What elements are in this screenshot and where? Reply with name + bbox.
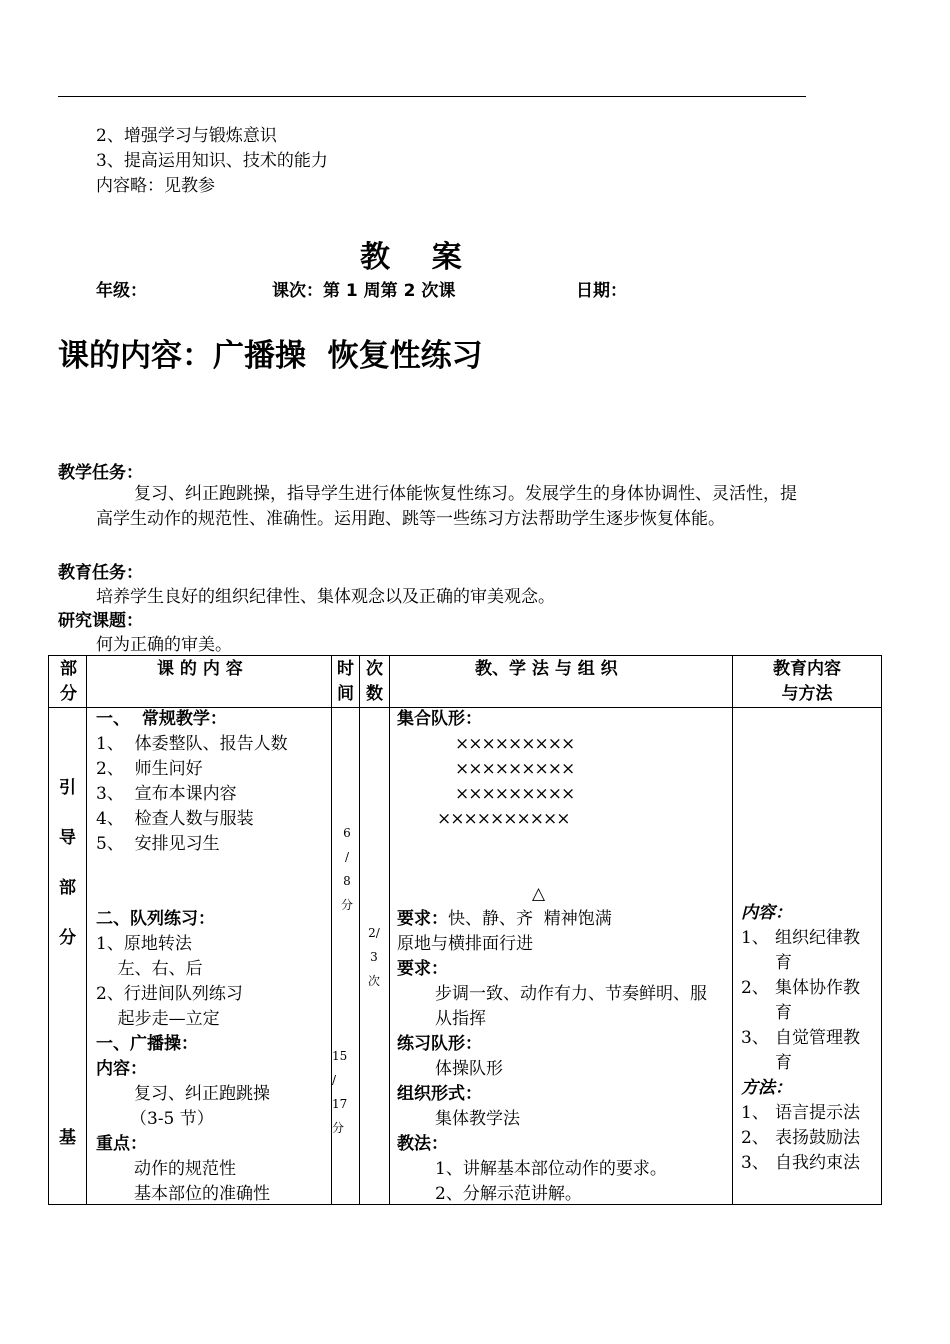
- session-label: 课次：第 1 周第 2 次课: [272, 281, 456, 301]
- col-divider: [732, 656, 733, 1204]
- header-count: [366, 657, 383, 707]
- top-rule: [58, 96, 806, 97]
- sec3-title: 一、广播操：: [96, 1034, 198, 1054]
- edu-method-num: 1、: [741, 1103, 769, 1123]
- time-part: 分: [340, 898, 353, 912]
- req1-text: 快、静、齐 精神饱满: [448, 909, 612, 929]
- intro-line: 3、提高运用知识、技术的能力: [96, 151, 328, 171]
- content-item: 复习、纠正跑跳操: [134, 1084, 270, 1104]
- header-part: [60, 657, 77, 707]
- research-text: 何为正确的审美。: [96, 635, 232, 655]
- method-column: [397, 707, 729, 1207]
- edu-method-text: 表扬鼓励法: [775, 1128, 860, 1148]
- org-text: 集体教学法: [435, 1109, 520, 1129]
- col-divider: [359, 656, 360, 1204]
- header-part-1: 部: [60, 659, 77, 679]
- edu-item-text: 自觉管理教: [775, 1028, 860, 1048]
- formation-row: ××××××××××: [437, 809, 570, 829]
- teach-item: 1、讲解基本部位动作的要求。: [435, 1159, 667, 1179]
- edu-item: [741, 1026, 881, 1051]
- edu-method-num: 3、: [741, 1153, 769, 1173]
- edu-item-text: 育: [775, 953, 792, 973]
- part-char: 导: [59, 828, 76, 848]
- time-part: 8: [343, 874, 351, 888]
- edu-item-num: 3、: [741, 1028, 769, 1048]
- edu-item-num: 1、: [741, 928, 769, 948]
- part-char: 分: [59, 928, 76, 948]
- content-item: （3-5 节）: [130, 1109, 214, 1129]
- edu-item-num: 2、: [741, 978, 769, 998]
- sec2-item: 2、行进间队列练习: [96, 984, 243, 1004]
- edu-column: [741, 901, 881, 1176]
- part-char: 引: [59, 778, 76, 798]
- lesson-title: 课的内容：广播操 恢复性练习: [58, 338, 483, 374]
- edu-item-text: 集体协作教: [775, 978, 860, 998]
- formation-row: ×××××××××: [455, 759, 575, 779]
- sec1-title: 一、 常规教学：: [96, 709, 227, 729]
- time-value-2: [332, 1044, 354, 1140]
- sec1-item: 4、 检查人数与服装: [96, 809, 254, 829]
- header-time-1: 时: [337, 659, 354, 679]
- header-content: 课 的 内 容: [157, 659, 243, 679]
- edu-method: [741, 1101, 881, 1126]
- count-value: [361, 921, 387, 993]
- grade-label: 年级：: [96, 281, 147, 301]
- req1-line: [397, 907, 729, 932]
- lesson-table: [48, 655, 882, 1205]
- edu-method-num: 2、: [741, 1128, 769, 1148]
- edu-item: [741, 976, 881, 1001]
- sec1-item: 1、 体委整队、报告人数: [96, 734, 288, 754]
- sec2-item: 1、原地转法: [96, 934, 192, 954]
- practice-text: 体操队形: [435, 1059, 503, 1079]
- count-part: 3: [370, 950, 378, 964]
- formation-row: ×××××××××: [455, 734, 575, 754]
- edu-item-text: 育: [775, 1003, 792, 1023]
- edu-method: [741, 1126, 881, 1151]
- part-char: 基: [59, 1128, 76, 1148]
- practice-label: 练习队形：: [397, 1034, 482, 1054]
- teaching-task-text: 复习、纠正跑跳操，指导学生进行体能恢复性练习。发展学生的身体协调性、灵活性，提高学生动作的规范性、准确性。运用跑、跳等一些练习方法帮助学生逐步恢复体能。: [96, 484, 797, 529]
- time-part: /: [332, 1073, 337, 1087]
- header-method: 教、学 法 与 组 织: [475, 659, 618, 679]
- sec2-item: 左、右、后: [96, 959, 203, 979]
- sec1-item: 3、 宣布本课内容: [96, 784, 237, 804]
- education-task-text: 培养学生良好的组织纪律性、集体观念以及正确的审美观念。: [96, 587, 555, 607]
- teach-item: 2、分解示范讲解。: [435, 1184, 582, 1204]
- edu-method-text: 语言提示法: [775, 1103, 860, 1123]
- key-item: 基本部位的准确性: [134, 1184, 270, 1204]
- edu-item-text: 育: [775, 1053, 792, 1073]
- header-edu: [767, 657, 847, 707]
- header-count-2: 数: [366, 684, 383, 704]
- sec1-item: 2、 师生问好: [96, 759, 203, 779]
- sec2-item: 起步走—立定: [96, 1009, 220, 1029]
- content-label: 内容：: [96, 1059, 147, 1079]
- time-value-1: [337, 821, 357, 917]
- edu-item-text: 组织纪律教: [775, 928, 860, 948]
- research-label: 研究课题：: [58, 611, 143, 631]
- page-title: 教 案: [360, 240, 462, 275]
- col-divider: [86, 656, 87, 1204]
- header-time-2: 间: [337, 684, 354, 704]
- count-part: 2/: [368, 926, 380, 940]
- key-label: 重点：: [96, 1134, 147, 1154]
- org-label: 组织形式：: [397, 1084, 482, 1104]
- intro-line: 2、增强学习与锻炼意识: [96, 126, 277, 146]
- intro-line: 内容略：见教参: [96, 176, 215, 196]
- intro-block: [96, 124, 328, 199]
- header-part-2: 分: [60, 684, 77, 704]
- edu-item: [741, 926, 881, 951]
- key-item: 动作的规范性: [134, 1159, 236, 1179]
- count-part: 次: [367, 974, 380, 988]
- header-edu-1: 教育内容: [773, 659, 841, 679]
- req2-text: 从指挥: [435, 1009, 486, 1029]
- edu-content-label: 内容：: [741, 903, 792, 923]
- edu-method-text: 自我约束法: [775, 1153, 860, 1173]
- content-column: [96, 707, 288, 1207]
- req2-label: 要求：: [397, 959, 448, 979]
- req1-label: 要求：: [397, 909, 448, 929]
- edu-method-label: 方法：: [741, 1078, 792, 1098]
- col-divider: [389, 656, 390, 1204]
- sec2-title: 二、队列练习：: [96, 909, 215, 929]
- req2-text: 步调一致、动作有力、节奏鲜明、服: [435, 984, 707, 1004]
- formation-label: 集合队形：: [397, 709, 482, 729]
- time-part: /: [344, 850, 350, 864]
- edu-method: [741, 1151, 881, 1176]
- education-task-label: 教育任务：: [58, 563, 143, 583]
- line-a: 原地与横排面行进: [397, 934, 533, 954]
- time-part: 17: [332, 1097, 348, 1111]
- time-part: 分: [332, 1121, 345, 1135]
- sec1-item: 5、 安排见习生: [96, 834, 220, 854]
- date-label: 日期：: [576, 281, 627, 301]
- teach-label: 教法：: [397, 1134, 448, 1154]
- time-part: 15: [332, 1049, 348, 1063]
- part-char: 部: [59, 878, 76, 898]
- teacher-position-icon: △: [532, 884, 546, 904]
- header-count-1: 次: [366, 659, 383, 679]
- teaching-task-label: 教学任务：: [58, 463, 143, 483]
- formation-row: ×××××××××: [455, 784, 575, 804]
- time-part: 6: [343, 826, 351, 840]
- header-edu-2: 与方法: [781, 684, 833, 704]
- header-time: [337, 657, 354, 707]
